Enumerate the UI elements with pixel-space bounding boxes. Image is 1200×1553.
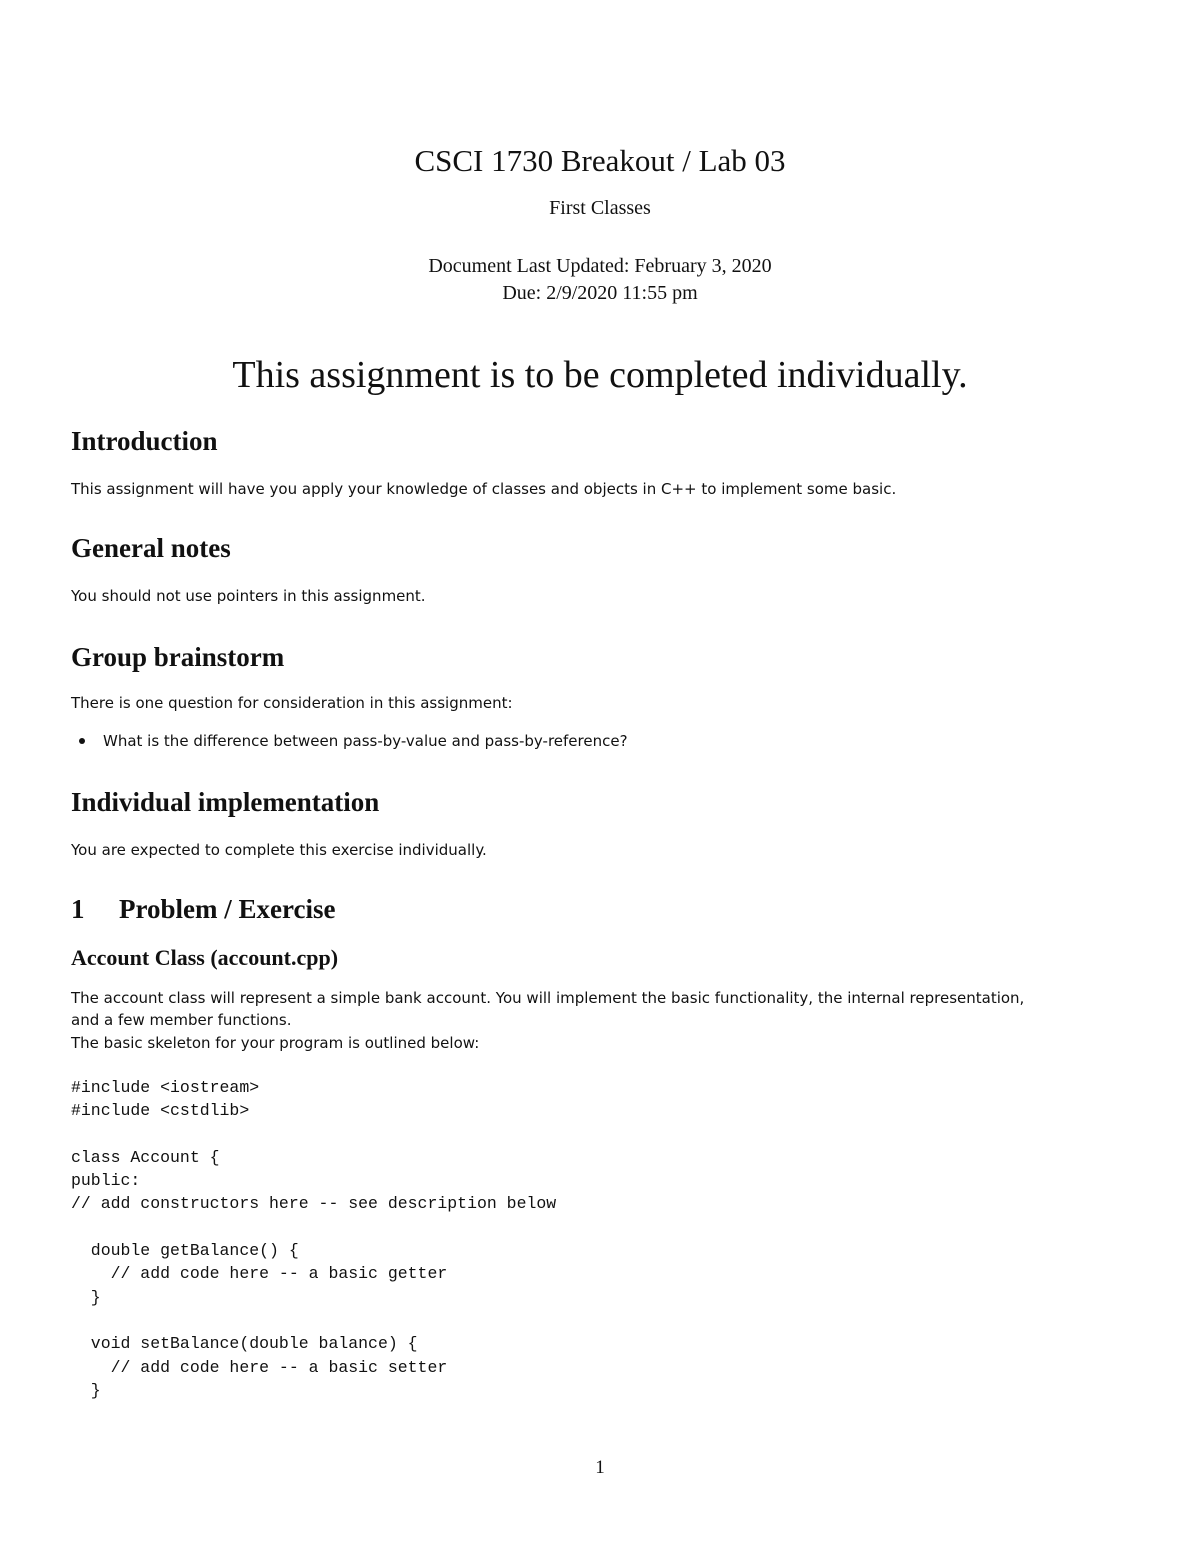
code-line: } (71, 1287, 101, 1307)
page-number: 1 (595, 1457, 605, 1478)
code-line: // add code here -- a basic setter (71, 1357, 448, 1377)
account-class-heading: Account Class (account.cpp) (71, 945, 339, 970)
code-line (71, 1309, 556, 1332)
problem-text-line-3: The basic skeleton for your program is outlined below: (71, 1034, 480, 1052)
individual-implementation-heading: Individual implementation (71, 787, 380, 817)
group-brainstorm-heading: Group brainstorm (71, 642, 285, 672)
general-notes-text: You should not use pointers in this assignment. (71, 587, 426, 605)
code-line: // add constructors here -- see description below (71, 1194, 557, 1214)
code-line (71, 1123, 556, 1146)
code-line: // add code here -- a basic getter (71, 1264, 448, 1284)
bullet-text: What is the difference between pass-by-value and pass-by-reference? (103, 732, 628, 750)
document-title: CSCI 1730 Breakout / Lab 03 (414, 143, 786, 178)
introduction-heading: Introduction (71, 426, 218, 456)
problem-heading (71, 893, 335, 925)
general-notes-heading: General notes (71, 533, 231, 563)
individual-implementation-text: You are expected to complete this exercise individually. (71, 841, 487, 859)
problem-text-line-2: and a few member functions. (71, 1011, 292, 1029)
code-line: void setBalance(double balance) { (71, 1334, 418, 1354)
list-item (71, 730, 628, 753)
introduction-text: This assignment will have you apply your knowledge of classes and objects in C++ to implement some basic. (71, 480, 897, 498)
code-line: #include <cstdlib> (71, 1101, 250, 1121)
last-updated-date: Document Last Updated: February 3, 2020 (428, 255, 772, 277)
individual-notice: This assignment is to be completed individually. (232, 354, 968, 396)
document-subtitle: First Classes (549, 197, 651, 219)
code-line (71, 1216, 556, 1239)
code-line: } (71, 1380, 101, 1400)
code-line: double getBalance() { (71, 1241, 299, 1261)
code-listing (71, 1076, 556, 1402)
code-line: class Account { (71, 1147, 220, 1167)
group-brainstorm-text: There is one question for consideration in this assignment: (71, 694, 513, 712)
problem-text-line-1: The account class will represent a simple bank account. You will implement the basic functionality, the internal representation, (71, 989, 1025, 1007)
section-number: 1 (71, 894, 85, 924)
code-line: public: (71, 1171, 141, 1191)
due-date: Due: 2/9/2020 11:55 pm (502, 282, 698, 304)
code-line: #include <iostream> (71, 1078, 260, 1097)
bullet-icon (79, 738, 89, 744)
problem-heading-text: Problem / Exercise (119, 894, 336, 924)
